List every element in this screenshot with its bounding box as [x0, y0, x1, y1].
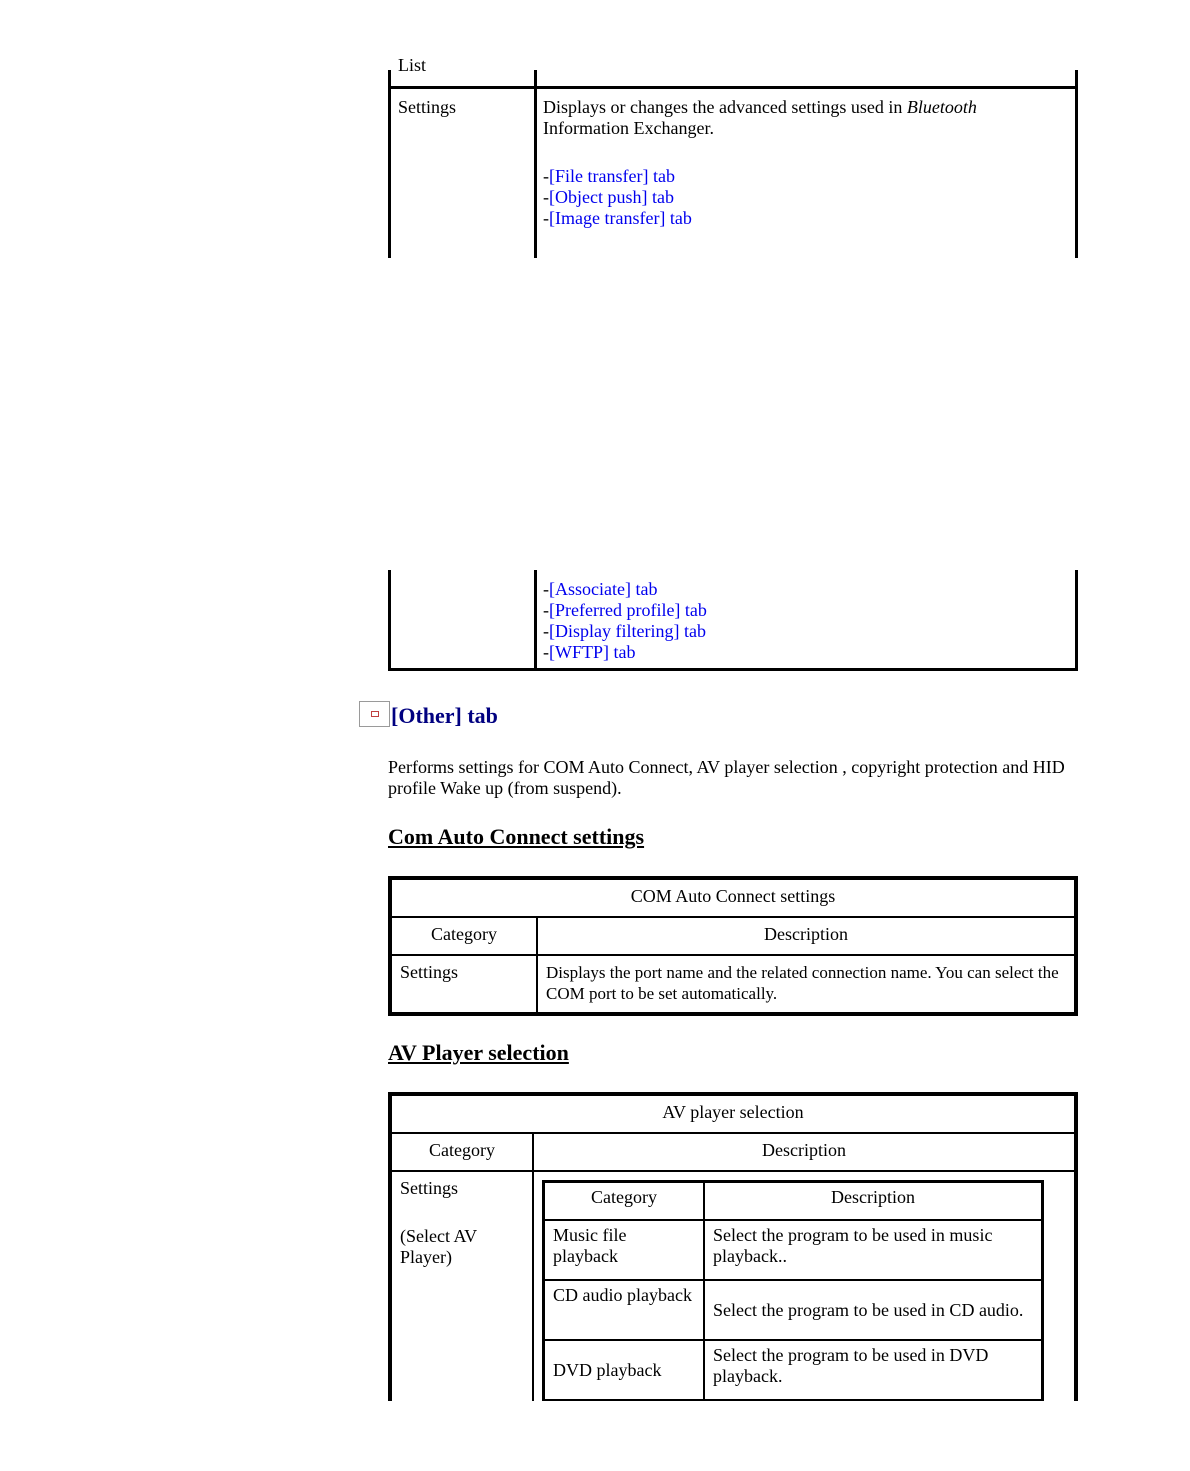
settings-label: Settings [398, 97, 457, 117]
com-col-category: Category [391, 917, 537, 955]
av-player-table-wrap [388, 1092, 1078, 1401]
inner-row-description: Select the program to be used in DVD playback. [704, 1340, 1042, 1400]
preferred-profile-tab-link[interactable]: [Preferred profile] tab [549, 600, 707, 620]
com-auto-connect-table [388, 876, 1078, 1016]
other-tab-title: [Other] tab [391, 703, 498, 728]
tab-links-group-a: -[File transfer] tab -[Object push] tab -[Image transfer] tab [543, 166, 692, 228]
object-push-tab-link[interactable]: [Object push] tab [549, 187, 674, 207]
other-tab-intro: Performs settings for COM Auto Connect, AV player selection , copyright protection and HID profile Wake up (from suspend). [388, 757, 1065, 798]
com-row-category: Settings [391, 955, 537, 1013]
image-transfer-tab-link[interactable]: [Image transfer] tab [549, 208, 692, 228]
cut-off-label: List [398, 55, 427, 72]
inner-row-description: Select the program to be used in CD audio. [704, 1280, 1042, 1340]
inner-row-category: CD audio playback [544, 1280, 704, 1340]
com-table-title: COM Auto Connect settings [391, 879, 1075, 917]
wftp-tab-link[interactable]: [WFTP] tab [549, 642, 636, 662]
inner-row-category: DVD playback [544, 1340, 704, 1400]
inner-col-category: Category [544, 1182, 704, 1220]
av-col-category: Category [391, 1133, 533, 1171]
av-player-table [388, 1092, 1078, 1401]
inner-col-description: Description [704, 1182, 1042, 1220]
associate-tab-link[interactable]: [Associate] tab [549, 579, 658, 599]
com-row-description: Displays the port name and the related connection name. You can select the COM port to be set automatically. [537, 955, 1075, 1013]
com-col-description: Description [537, 917, 1075, 955]
com-auto-connect-heading: Com Auto Connect settings [388, 824, 645, 849]
broken-image-icon [359, 701, 390, 727]
av-col-description: Description [533, 1133, 1075, 1171]
inner-row-description: Select the program to be used in music playback.. [704, 1220, 1042, 1280]
av-inner-table [542, 1180, 1044, 1401]
display-filtering-tab-link[interactable]: [Display filtering] tab [549, 621, 706, 641]
av-table-title: AV player selection [391, 1095, 1075, 1133]
inner-row-empty [544, 1400, 704, 1401]
settings-description: Displays or changes the advanced settings used in Bluetooth Information Exchanger. [543, 97, 977, 138]
av-row-category: Settings (Select AV Player) [391, 1171, 533, 1401]
tab-links-group-b: -[Associate] tab -[Preferred profile] tab -[Display filtering] tab -[WFTP] tab [543, 579, 707, 662]
file-transfer-tab-link[interactable]: [File transfer] tab [549, 166, 675, 186]
inner-row-category: Music file playback [544, 1220, 704, 1280]
av-player-heading: AV Player selection [388, 1040, 569, 1065]
